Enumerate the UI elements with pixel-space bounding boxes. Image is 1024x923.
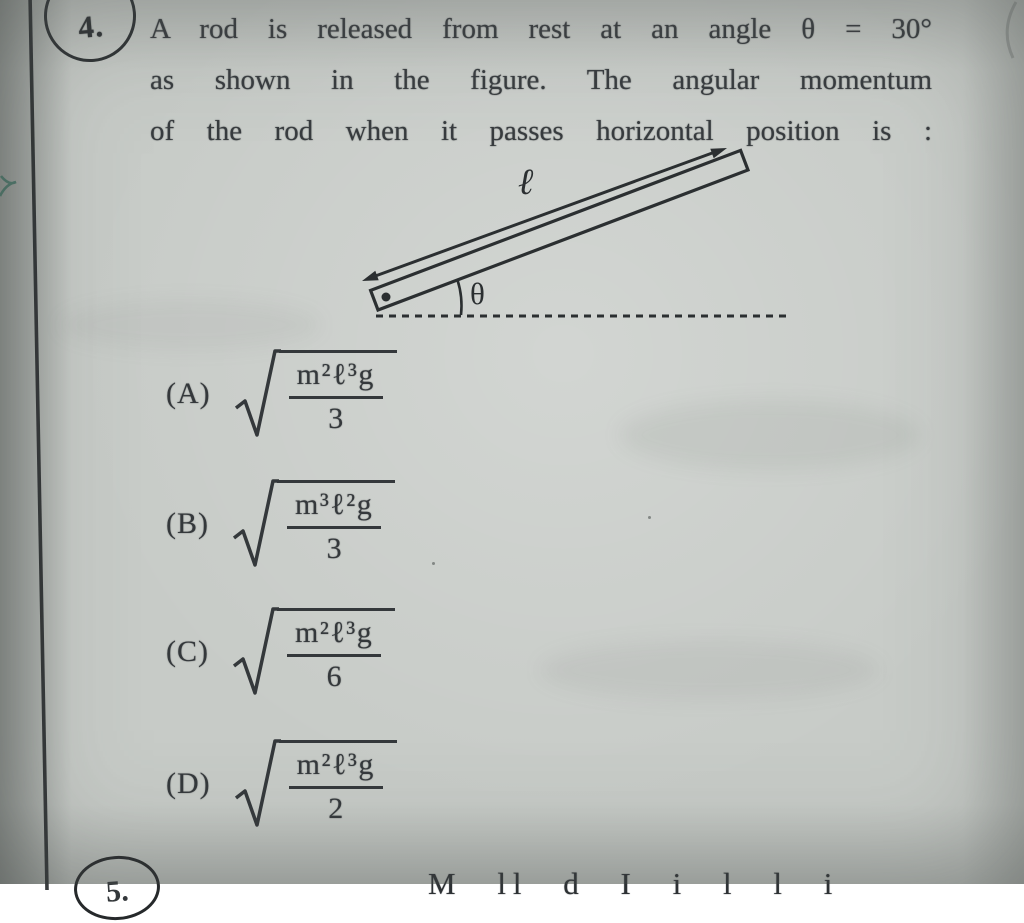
rod-pivot-dot — [382, 293, 391, 302]
option-row — [166, 736, 397, 832]
radical-expression — [233, 736, 397, 832]
rod-length-arrow — [362, 148, 727, 281]
fraction-numerator: m³ℓ²g — [287, 488, 381, 529]
rod-length-label: ℓ — [518, 162, 534, 203]
radical-expression — [231, 476, 395, 572]
rod-shape — [371, 150, 748, 310]
radical-sign-icon — [233, 346, 281, 442]
option-label: (A) — [166, 377, 211, 410]
option-label: (C) — [166, 635, 209, 668]
radical-sign-icon — [231, 476, 279, 572]
radical-sign-icon — [233, 736, 281, 832]
paper-speck — [432, 562, 435, 565]
fraction-numerator: m²ℓ³g — [287, 616, 381, 657]
option-label: (B) — [166, 507, 209, 540]
radical-expression — [233, 346, 397, 442]
angle-arc — [458, 280, 462, 315]
paper-speck — [648, 516, 651, 519]
rod-figure — [330, 136, 810, 339]
fraction-denominator: 2 — [328, 791, 344, 825]
question-number: 4. — [76, 7, 106, 45]
option-row — [166, 476, 395, 572]
question-text — [150, 4, 932, 157]
question-line: as shown in the figure. The angular momentum — [150, 64, 932, 96]
question-number-circle — [40, 0, 140, 66]
paper-smudge — [60, 300, 320, 350]
fraction-denominator: 3 — [326, 531, 342, 565]
pen-mark — [0, 176, 16, 196]
question-line: A rod is released from rest at an angle θ = 30° — [150, 13, 932, 45]
option-row — [166, 604, 395, 700]
option-row — [166, 346, 397, 442]
option-label: (D) — [166, 767, 211, 800]
cutoff-text-fragment: M ll d I i l l i — [428, 866, 840, 901]
paper-smudge — [620, 400, 920, 470]
fraction-denominator: 6 — [326, 659, 342, 693]
radical-sign-icon — [231, 604, 279, 700]
fraction-numerator: m²ℓ³g — [289, 358, 383, 399]
question-line: of the rod when it passes horizontal position is : — [150, 115, 932, 147]
radical-expression — [231, 604, 395, 700]
next-question-circle — [72, 853, 162, 923]
fraction-numerator: m²ℓ³g — [289, 748, 383, 789]
next-question-number: 5. — [104, 874, 130, 909]
page-curl-mark — [1007, 2, 1016, 58]
paper-smudge — [540, 640, 880, 700]
margin-rule-line — [30, 0, 47, 890]
rod-diagram — [330, 136, 810, 334]
fraction-denominator: 3 — [328, 401, 344, 435]
angle-label: θ — [470, 276, 485, 311]
